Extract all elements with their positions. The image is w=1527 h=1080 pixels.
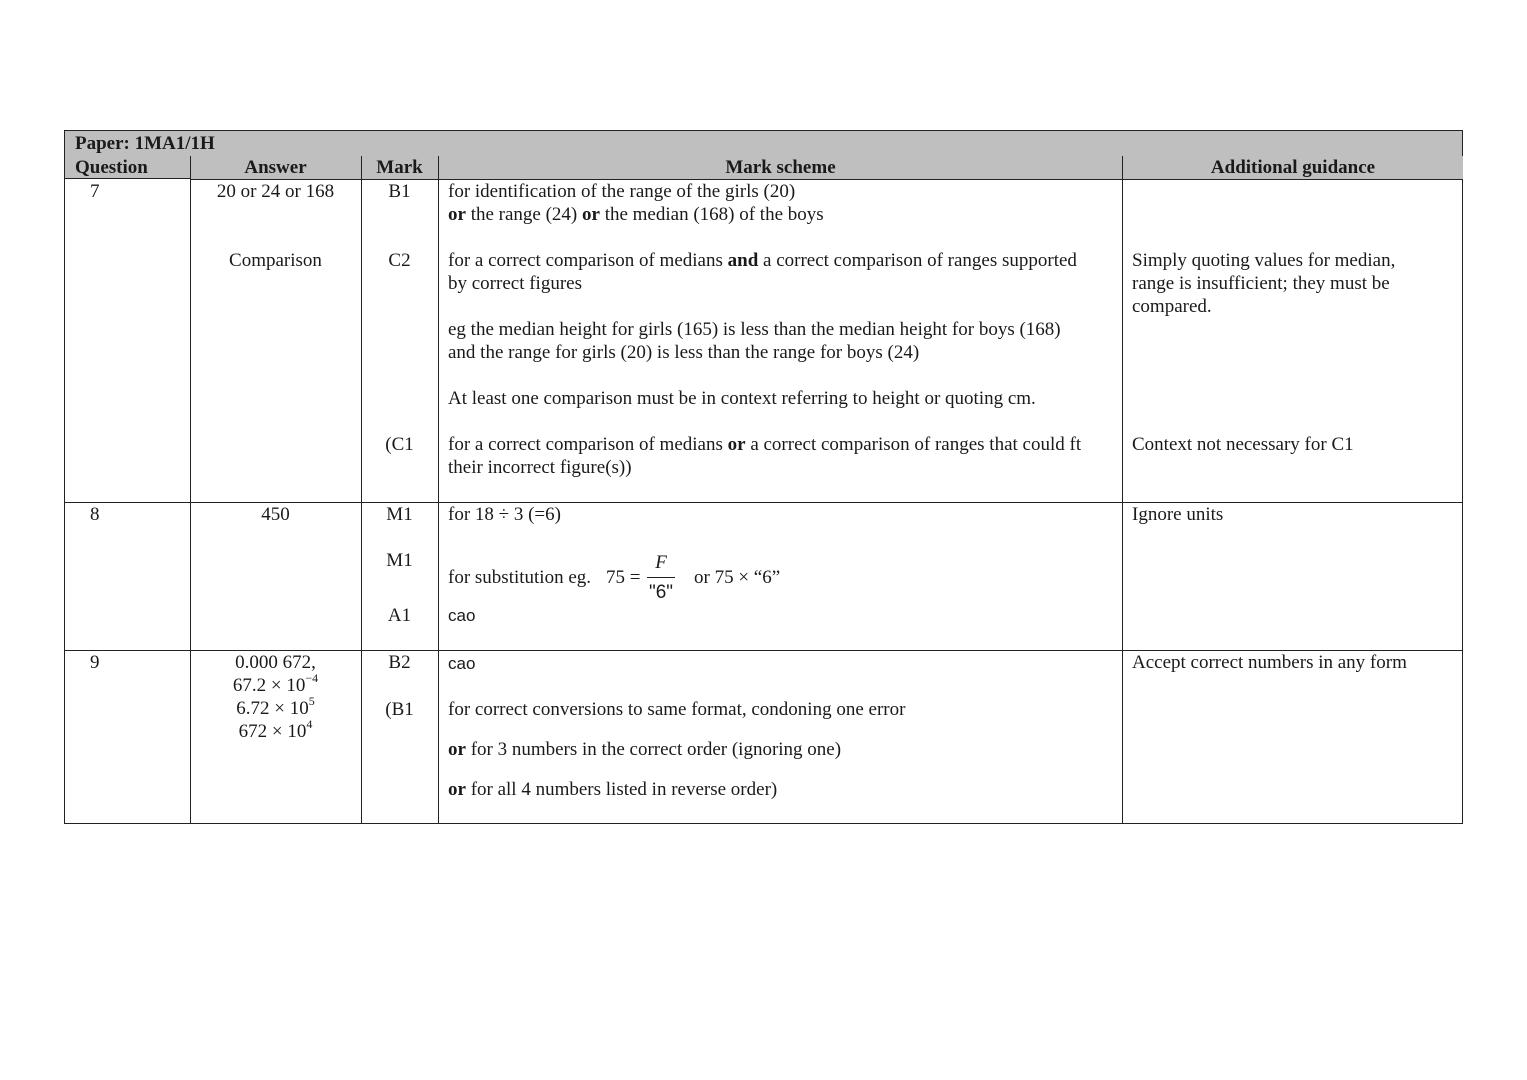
mark-code: A1 xyxy=(387,605,412,626)
mark-code: B2 xyxy=(388,652,411,673)
answer-text: 20 or 24 or 168 xyxy=(216,181,335,202)
header-mark: Mark xyxy=(361,156,438,180)
header-answer: Answer xyxy=(190,156,361,180)
scheme-text: eg the median height for girls (165) is less than the median height for boys (168) xyxy=(448,319,1061,340)
scheme-text: for substitution eg. xyxy=(448,567,592,588)
scheme-text: cao xyxy=(448,606,476,625)
header-additional-guidance: Additional guidance xyxy=(1123,156,1463,180)
answer-text: $672 \times 10^4$ xyxy=(238,717,313,742)
fraction-denominator: "6" xyxy=(648,582,674,603)
answer-text: Comparison xyxy=(229,250,322,271)
question-number: 9 xyxy=(90,652,100,673)
guidance-text: compared. xyxy=(1132,296,1212,317)
mark-code: M1 xyxy=(386,550,413,571)
column-divider xyxy=(438,156,439,823)
guidance-text: Accept correct numbers in any form xyxy=(1132,652,1407,673)
scheme-text: for a correct comparison of medians or a correct comparison of ranges that could ft xyxy=(448,434,1082,455)
scheme-text: or the range (24) or the median (168) of the boys xyxy=(448,204,824,225)
scheme-text: or 75 × “6” xyxy=(694,567,781,588)
mark-code: M1 xyxy=(386,504,413,525)
scheme-text: for a correct comparison of medians and a correct comparison of ranges supported xyxy=(448,250,1077,271)
guidance-text: range is insufficient; they must be xyxy=(1132,273,1390,294)
header-question: Question xyxy=(65,156,190,179)
mark-code: (B1 xyxy=(385,699,414,720)
scheme-text: and the range for girls (20) is less than the range for boys (24) xyxy=(448,342,920,363)
question-number: 8 xyxy=(90,504,100,525)
scheme-text: for correct conversions to same format, condoning one error xyxy=(448,699,906,720)
mark-code: C2 xyxy=(388,250,411,271)
answer-text: 0.000 672, xyxy=(235,652,316,673)
scheme-text: At least one comparison must be in context referring to height or quoting cm. xyxy=(448,388,1036,409)
answer-text: 450 xyxy=(261,504,290,525)
scheme-text: or for 3 numbers in the correct order (ignoring one) xyxy=(448,739,842,760)
paper-title: Paper: 1MA1/1H xyxy=(65,131,1462,157)
mark-code: (C1 xyxy=(385,434,414,455)
question-number: 7 xyxy=(90,181,100,202)
fraction-numerator: F xyxy=(655,552,667,573)
guidance-text: Ignore units xyxy=(1132,504,1224,525)
scheme-text: by correct figures xyxy=(448,273,582,294)
scheme-text: their incorrect figure(s)) xyxy=(448,457,632,478)
answer-text: $6.72 \times 10^5$ xyxy=(236,694,315,719)
scheme-text: for 18 ÷ 3 (=6) xyxy=(448,504,561,525)
column-divider xyxy=(1122,156,1123,823)
header-mark-scheme: Mark scheme xyxy=(438,156,1123,180)
guidance-text: Context not necessary for C1 xyxy=(1132,434,1354,455)
mark-scheme-table xyxy=(64,130,1463,824)
guidance-text: Simply quoting values for median, xyxy=(1132,250,1396,271)
scheme-text: for identification of the range of the girls (20) xyxy=(448,181,796,202)
scheme-text: cao xyxy=(448,654,476,673)
mark-code: B1 xyxy=(388,181,411,202)
scheme-text: or for all 4 numbers listed in reverse order) xyxy=(448,779,778,800)
fraction-bar xyxy=(647,577,675,578)
formula-lhs: 75 = xyxy=(606,567,641,588)
answer-text: $67.2 \times 10^{-4}$ xyxy=(232,671,319,696)
